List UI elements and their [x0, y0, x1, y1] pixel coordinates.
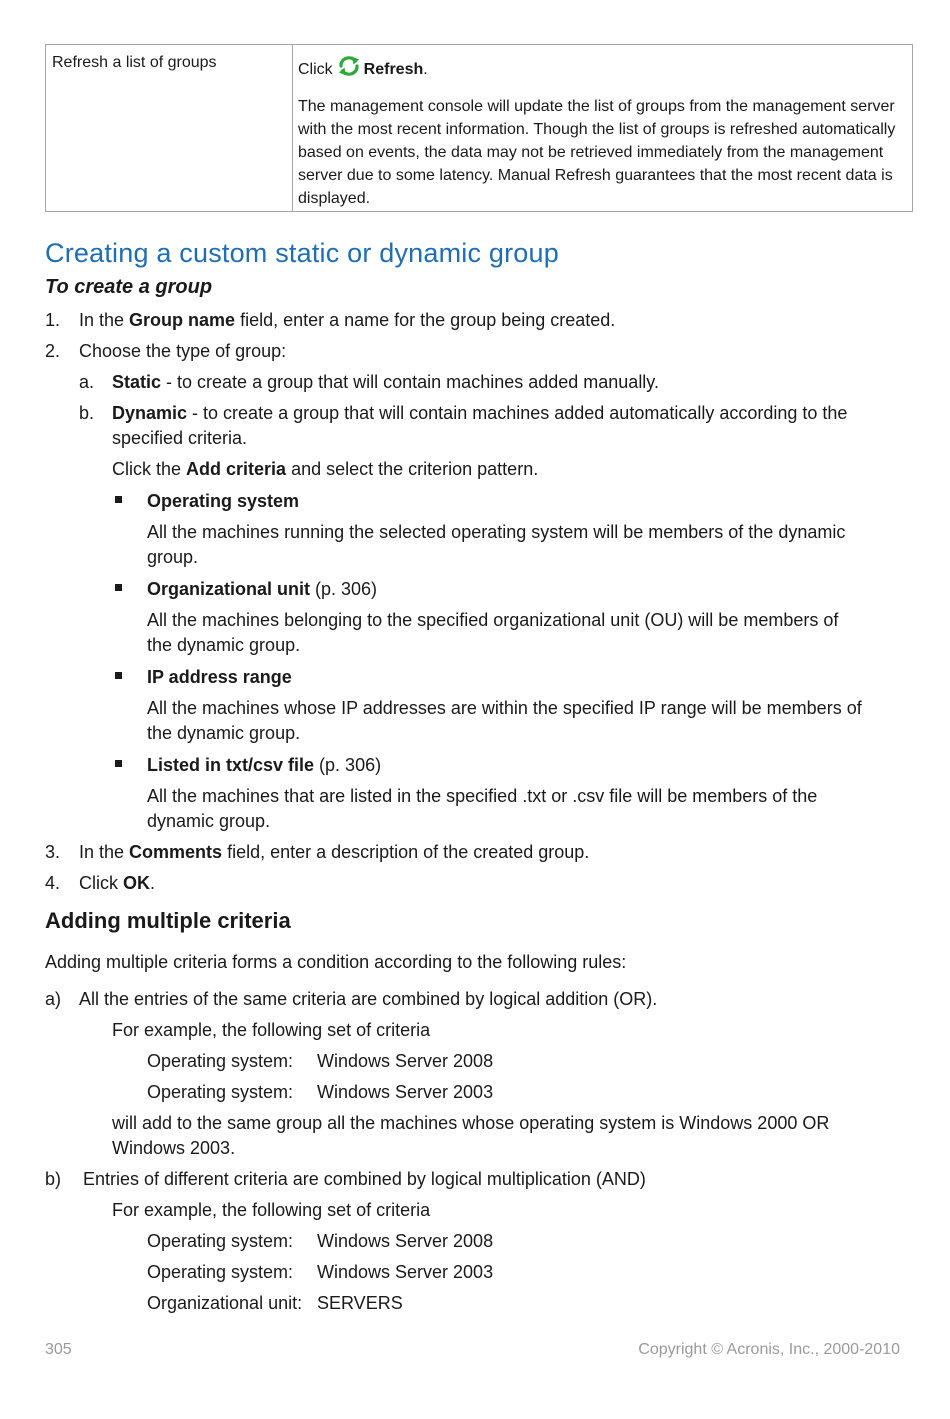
substep-a-post: - to create a group that will contain machines added manually. [161, 372, 659, 392]
step-4-bold: OK [123, 873, 150, 893]
criterion-ou-page-ref[interactable]: (p. 306) [310, 579, 378, 599]
rule-b-row-3-key: Organizational unit: [147, 1293, 303, 1313]
rule-b-row-3-value: SERVERS [317, 1293, 403, 1313]
add-criteria-pre: Click the [112, 459, 187, 479]
criterion-ip-desc-cont: the dynamic group. [147, 723, 301, 743]
step-1-post: field, enter a name for the group being created. [235, 310, 616, 330]
step-4-pre: Click [79, 873, 123, 893]
bullet-icon [115, 584, 122, 591]
multi-intro: Adding multiple criteria forms a condition according to the following rules: [45, 952, 627, 972]
click-suffix: . [423, 61, 428, 78]
subsection-heading: Adding multiple criteria [45, 908, 291, 933]
rule-a-row-1 [147, 1051, 493, 1072]
criterion-txt-desc-cont: dynamic group. [147, 811, 271, 831]
rule-b-row-2-key: Operating system: [147, 1262, 294, 1282]
step-3-post: field, enter a description of the created group. [222, 842, 590, 862]
refresh-icon [337, 55, 361, 77]
substep-b-marker: b. [79, 403, 95, 423]
step-1-text [79, 310, 615, 331]
page-number: 305 [45, 1341, 72, 1358]
bullet-icon [115, 496, 122, 503]
rule-b-row-2-value: Windows Server 2003 [317, 1262, 494, 1282]
criterion-ou-bold: Organizational unit [147, 579, 311, 599]
substep-b-bold: Dynamic [112, 403, 188, 423]
rule-b-row-3 [147, 1293, 403, 1314]
step-4-text [79, 873, 155, 894]
refresh-description: The management console will update the list of groups from the management server with the most recent information. Though the list of groups is refreshed automatically based on events, the data may not be retrieved immediately from the management server due to some latency. Manual Refresh guarantees that the most recent data is displayed. [298, 98, 896, 207]
section-heading: Creating a custom static or dynamic group [45, 238, 559, 268]
rule-a-row-1-key: Operating system: [147, 1051, 294, 1071]
step-3-bold: Comments [129, 842, 223, 862]
add-criteria-bold: Add criteria [186, 459, 287, 479]
step-2-text: Choose the type of group: [79, 341, 287, 361]
rule-a-marker: a) [45, 989, 62, 1009]
rule-a-row-2 [147, 1082, 493, 1103]
step-2-number: 2. [45, 341, 61, 361]
bullet-icon [115, 672, 122, 679]
rule-a-conclusion-cont: Windows 2003. [112, 1138, 236, 1158]
step-3-text [79, 842, 589, 863]
add-criteria-instruction [112, 459, 538, 480]
click-prefix: Click [298, 61, 333, 78]
rule-b-text: Entries of different criteria are combined by logical multiplication (AND) [83, 1169, 646, 1189]
rule-b-example-intro: For example, the following set of criteria [112, 1200, 431, 1220]
criterion-os-title [147, 491, 299, 512]
rule-a-conclusion: will add to the same group all the machines whose operating system is Windows 2000 OR [112, 1113, 830, 1133]
copyright-notice: Copyright © Acronis, Inc., 2000-2010 [638, 1341, 900, 1358]
rule-a-row-2-key: Operating system: [147, 1082, 294, 1102]
criterion-ip-title [147, 667, 292, 688]
rule-b-marker: b) [45, 1169, 62, 1189]
substep-b-post: - to create a group that will contain machines added automatically according to the [187, 403, 848, 423]
step-4-post: . [150, 873, 156, 893]
substep-b-text [112, 403, 847, 424]
substep-a-bold: Static [112, 372, 162, 392]
bullet-icon [115, 760, 122, 767]
rule-b-row-1-value: Windows Server 2008 [317, 1231, 494, 1251]
criterion-txt-page-ref[interactable]: (p. 306) [314, 755, 382, 775]
criterion-ip-desc: All the machines whose IP addresses are within the specified IP range will be members of [147, 698, 862, 718]
criterion-txt-desc: All the machines that are listed in the specified .txt or .csv file will be members of the [147, 786, 818, 806]
rule-a-row-1-value: Windows Server 2008 [317, 1051, 494, 1071]
criterion-ou-title [147, 579, 377, 600]
rule-a-text: All the entries of the same criteria are combined by logical addition (OR). [79, 989, 658, 1009]
criterion-txt-title [147, 755, 381, 776]
rule-a-example-intro: For example, the following set of criteria [112, 1020, 431, 1040]
refresh-label: Refresh [363, 61, 424, 78]
click-refresh-line [298, 55, 910, 81]
step-1-pre: In the [79, 310, 130, 330]
step-1-number: 1. [45, 310, 61, 330]
criterion-ou-desc-cont: the dynamic group. [147, 635, 301, 655]
table-cell-description [298, 55, 910, 210]
criterion-ou-desc: All the machines belonging to the specified organizational unit (OU) will be members of [147, 610, 839, 630]
step-3-pre: In the [79, 842, 130, 862]
substep-a-text [112, 372, 659, 393]
criterion-ip-bold: IP address range [147, 667, 292, 687]
criterion-os-desc: All the machines running the selected operating system will be members of the dynamic [147, 522, 846, 542]
criterion-os-desc-cont: group. [147, 547, 199, 567]
criterion-txt-bold: Listed in txt/csv file [147, 755, 315, 775]
criterion-os-bold: Operating system [147, 491, 300, 511]
table-column-divider [292, 45, 293, 211]
procedure-title: To create a group [45, 276, 213, 298]
add-criteria-post: and select the criterion pattern. [286, 459, 539, 479]
rule-b-row-1 [147, 1231, 493, 1252]
rule-b-row-2 [147, 1262, 493, 1283]
step-3-number: 3. [45, 842, 61, 862]
step-4-number: 4. [45, 873, 61, 893]
substep-a-marker: a. [79, 372, 95, 392]
rule-b-row-1-key: Operating system: [147, 1231, 294, 1251]
table-cell-action: Refresh a list of groups [52, 54, 217, 71]
refresh-table [45, 44, 913, 212]
step-1-bold: Group name [129, 310, 236, 330]
substep-b-continued: specified criteria. [112, 428, 248, 448]
rule-a-row-2-value: Windows Server 2003 [317, 1082, 494, 1102]
